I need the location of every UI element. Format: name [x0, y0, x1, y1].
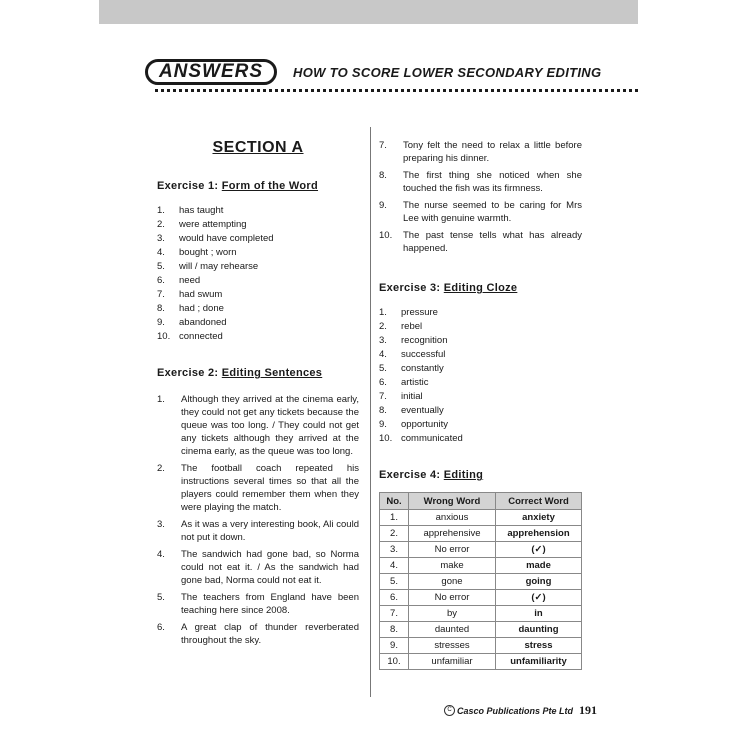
list-item: 2. The football coach repeated his instructions several times so that all the players could remember them when they were playing the match.: [157, 463, 359, 513]
list-item: 9. opportunity: [379, 419, 449, 430]
exercise-2-prefix: Exercise 2:: [157, 367, 222, 379]
list-item: 6. artistic: [379, 377, 429, 388]
list-item: 7. had swum: [157, 289, 223, 300]
list-item: 3. recognition: [379, 335, 448, 346]
list-item: 4. bought ; worn: [157, 247, 237, 258]
list-item: 4. successful: [379, 349, 446, 360]
exercise-4-prefix: Exercise 4:: [379, 469, 444, 481]
column-divider: [370, 127, 371, 697]
col-header-correct: Correct Word: [496, 493, 582, 510]
exercise-1-prefix: Exercise 1:: [157, 180, 222, 192]
table-row: 6. No error (✓): [380, 590, 582, 606]
list-item: 3. would have completed: [157, 233, 274, 244]
list-item: 8. The first thing she noticed when she touched the fish was its firmness.: [379, 170, 582, 194]
list-item: 6. A great clap of thunder reverberated throughout the sky.: [157, 622, 359, 646]
table-row: 4. make made: [380, 558, 582, 574]
exercise-4-title: Editing: [443, 469, 484, 481]
book-title: HOW TO SCORE LOWER SECONDARY EDITING: [293, 65, 602, 80]
list-item: 5. constantly: [379, 363, 444, 374]
editing-answer-table: [379, 492, 582, 670]
exercise-3-prefix: Exercise 3:: [379, 282, 444, 294]
list-item: 1. has taught: [157, 205, 224, 216]
table-row: 9. stresses stress: [380, 638, 582, 654]
table-row: 2. apprehensive apprehension: [380, 526, 582, 542]
col-header-wrong: Wrong Word: [409, 493, 496, 510]
table-row: 10. unfamiliar unfamiliarity: [380, 654, 582, 670]
table-row: 5. gone going: [380, 574, 582, 590]
exercise-4-heading: [379, 469, 483, 481]
exercise-3-title: Editing Cloze: [443, 282, 518, 294]
list-item: 7. Tony felt the need to relax a little before preparing his dinner.: [379, 140, 582, 164]
dotted-divider: [155, 89, 638, 92]
exercise-2-list-left: [157, 393, 359, 647]
exercise-3-list: [379, 306, 463, 446]
section-title: SECTION A: [212, 139, 304, 156]
table-row: 7. by in: [380, 606, 582, 622]
list-item: 1. pressure: [379, 307, 438, 318]
list-item: 9. The nurse seemed to be caring for Mrs Lee with genuine warmth.: [379, 200, 582, 224]
answers-badge-label: ANSWERS: [158, 61, 264, 82]
table-row: 8. daunted daunting: [380, 622, 582, 638]
list-item: 4. The sandwich had gone bad, so Norma could not eat it. / As the sandwich had gone bad, Norma could not eat it.: [157, 549, 359, 586]
list-item: 1. Although they arrived at the cinema early, they could not get any tickets because the queue was too long. / They could not get any tickets although they arrived at the cinema early, as the queue was too long.: [157, 394, 359, 457]
table-header-row: [380, 493, 582, 510]
exercise-2-heading: [157, 367, 322, 379]
exercise-3-heading: [379, 282, 517, 294]
list-item: 7. initial: [379, 391, 423, 402]
exercise-2-list-right: [379, 139, 582, 255]
publisher-name: Casco Publications Pte Ltd: [457, 705, 574, 716]
list-item: 9. abandoned: [157, 317, 227, 328]
list-item: 10. connected: [157, 331, 223, 342]
col-header-no: No.: [380, 493, 409, 510]
answers-badge: [145, 59, 277, 85]
list-item: 10. communicated: [379, 433, 463, 444]
table-row: 1. anxious anxiety: [380, 510, 582, 526]
top-gray-bar: [99, 0, 638, 24]
list-item: 6. need: [157, 275, 201, 286]
page-number: 191: [579, 703, 598, 717]
list-item: 8. eventually: [379, 405, 444, 416]
list-item: 2. rebel: [379, 321, 423, 332]
list-item: 10. The past tense tells what has already happened.: [379, 230, 582, 254]
publisher-logo-icon: C: [444, 705, 455, 716]
list-item: 5. The teachers from England have been teaching here since 2008.: [157, 592, 359, 616]
list-item: 2. were attempting: [157, 219, 247, 230]
exercise-2-title: Editing Sentences: [221, 367, 323, 379]
list-item: 3. As it was a very interesting book, Ali could not put it down.: [157, 519, 359, 543]
list-item: 8. had ; done: [157, 303, 224, 314]
exercise-1-heading: [157, 180, 318, 192]
table-row: 3. No error (✓): [380, 542, 582, 558]
page-footer: [444, 703, 597, 718]
exercise-1-list: [157, 204, 274, 344]
list-item: 5. will / may rehearse: [157, 261, 259, 272]
exercise-1-title: Form of the Word: [221, 180, 319, 192]
